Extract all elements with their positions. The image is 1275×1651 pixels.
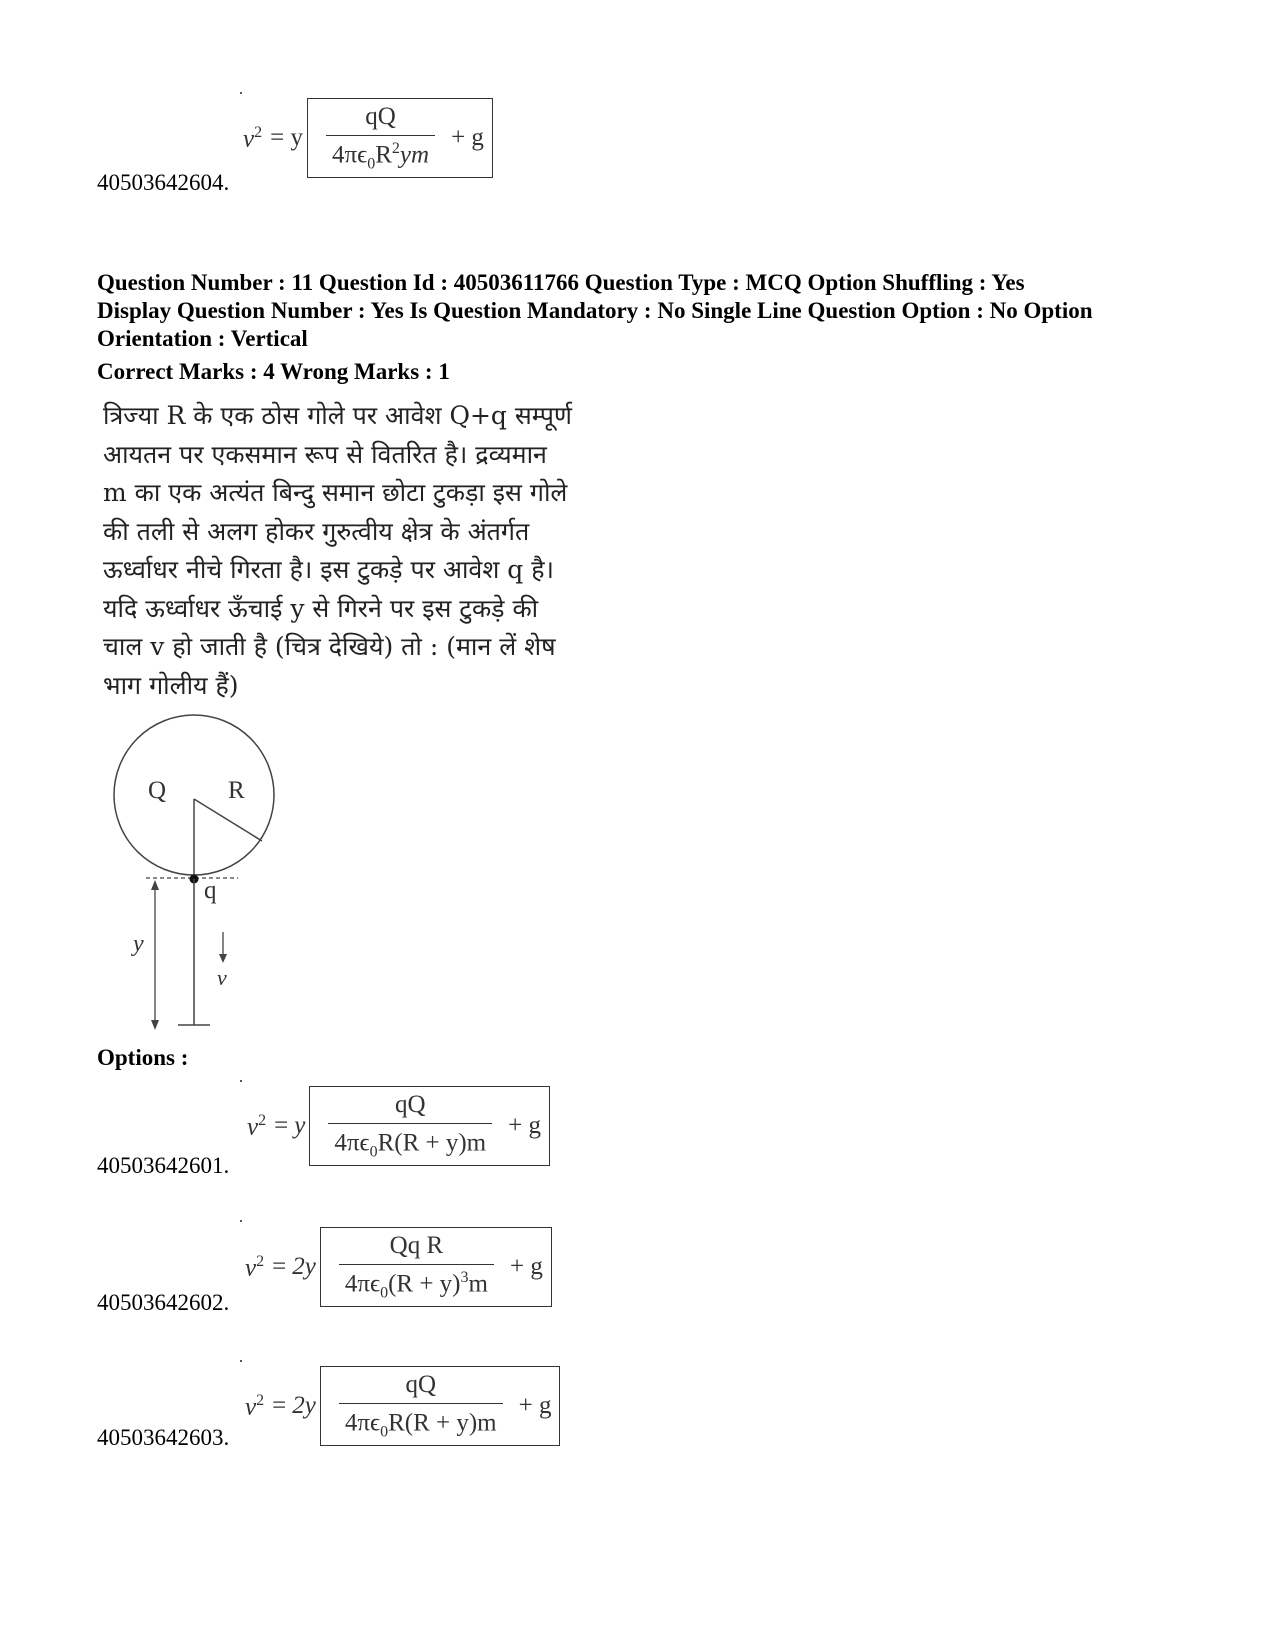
question-marks: Correct Marks : 4 Wrong Marks : 1: [97, 359, 450, 384]
radius-line: [194, 799, 262, 841]
question-text-line: की तली से अलग होकर गुरुत्वीय क्षेत्र के अंतर्गत: [103, 516, 530, 546]
label-R: R: [228, 777, 245, 804]
formula-bracket: $\frac{qQ}{4\pi\epsilon_0R(R + y)m}$ + g: [309, 1086, 550, 1166]
scan-dot: [240, 1360, 242, 1362]
height-arrow-head-down: [151, 1020, 159, 1030]
formula-coef: 2y: [292, 1392, 316, 1420]
option-formula: $v^2$ = 2y $\frac{qQ}{4\pi\epsilon_0R(R + y)m}$ + g: [245, 1366, 560, 1446]
formula-denominator: $4\pi\epsilon_0R^2ym$: [326, 135, 435, 173]
question-text-line: ऊर्ध्वाधर नीचे गिरता है। इस टुकड़े पर आवेश q है।: [103, 555, 554, 584]
question-text-line: भाग गोलीय हैं): [103, 670, 239, 700]
formula-denominator: $4\pi\epsilon_0R(R + y)m$: [339, 1403, 503, 1441]
label-Q: Q: [148, 777, 167, 804]
option-formula-top: [243, 98, 493, 178]
formula-fraction: [326, 103, 435, 173]
question-text-line: आयतन पर एकसमान रूप से वितरित है। द्रव्यमान: [103, 439, 547, 469]
option-formula: $v^2$ = y $\frac{qQ}{4\pi\epsilon_0R(R + y)m}$ + g: [247, 1086, 550, 1166]
question-text-line: यदि ऊर्ध्वाधर ऊँचाई y से गिरने पर इस टुकड़े की: [103, 593, 539, 623]
scan-dot: [240, 92, 242, 94]
question-text: [103, 397, 623, 705]
question-meta-line1: Question Number : 11 Question Id : 40503611766 Question Type : MCQ Option Shuffling : Yes: [97, 270, 1025, 295]
label-y: y: [133, 931, 144, 957]
question-text-line: त्रिज्या R के एक ठोस गोले पर आवेश Q+q सम्पूर्ण: [103, 401, 572, 430]
label-q: q: [204, 877, 217, 904]
question-text-line: चाल v हो जाती है (चित्र देखिये) तो : (मान लें शेष: [103, 632, 556, 661]
option-number: 40503642602.: [97, 1290, 230, 1315]
formula-bracket: [307, 98, 493, 178]
formula-numerator: Qq R: [389, 1232, 444, 1259]
formula-numerator: qQ: [405, 1371, 436, 1398]
formula-eq: = y: [270, 124, 303, 152]
option-number: 40503642601.: [97, 1153, 230, 1178]
formula-coef: 2y: [292, 1253, 316, 1281]
formula-lhs: v: [243, 124, 255, 152]
question-meta: [97, 269, 1217, 386]
options-label: Options :: [97, 1045, 189, 1070]
formula-tail: + g: [451, 124, 484, 152]
formula-denominator: $4\pi\epsilon_0R(R + y)m$: [328, 1123, 492, 1161]
height-arrow-head-up: [151, 880, 159, 890]
velocity-arrow-head: [219, 954, 227, 963]
option-number-top: 40503642604.: [97, 170, 230, 195]
formula-numerator: qQ: [365, 103, 396, 130]
formula-denominator: $4\pi\epsilon_0(R + y)^3m$: [339, 1264, 494, 1302]
label-v: v: [217, 965, 227, 990]
formula-lhs-exp: 2: [254, 123, 263, 141]
option-number: 40503642603.: [97, 1425, 230, 1450]
option-formula: $v^2$ = 2y $\frac{\text{Qq R}}{4\pi\epsilon_0(R + y)^3m}$ + g: [245, 1227, 552, 1307]
sphere-figure: [100, 705, 300, 1040]
question-text-line: m का एक अत्यंत बिन्दु समान छोटा टुकड़ा इस गोले: [103, 478, 568, 507]
formula-bracket: $\frac{\text{Qq R}}{4\pi\epsilon_0(R + y)^3m}$ + g: [320, 1227, 552, 1307]
question-meta-line2: Display Question Number : Yes Is Question Mandatory : No Single Line Question Option : No Option: [97, 298, 1093, 323]
formula-bracket: $\frac{qQ}{4\pi\epsilon_0R(R + y)m}$ + g: [320, 1366, 561, 1446]
question-meta-line3: Orientation : Vertical: [97, 326, 308, 351]
formula-coef: y: [294, 1112, 306, 1140]
formula-numerator: qQ: [394, 1091, 426, 1118]
scan-dot: [240, 1080, 242, 1082]
scan-dot: [240, 1220, 242, 1222]
